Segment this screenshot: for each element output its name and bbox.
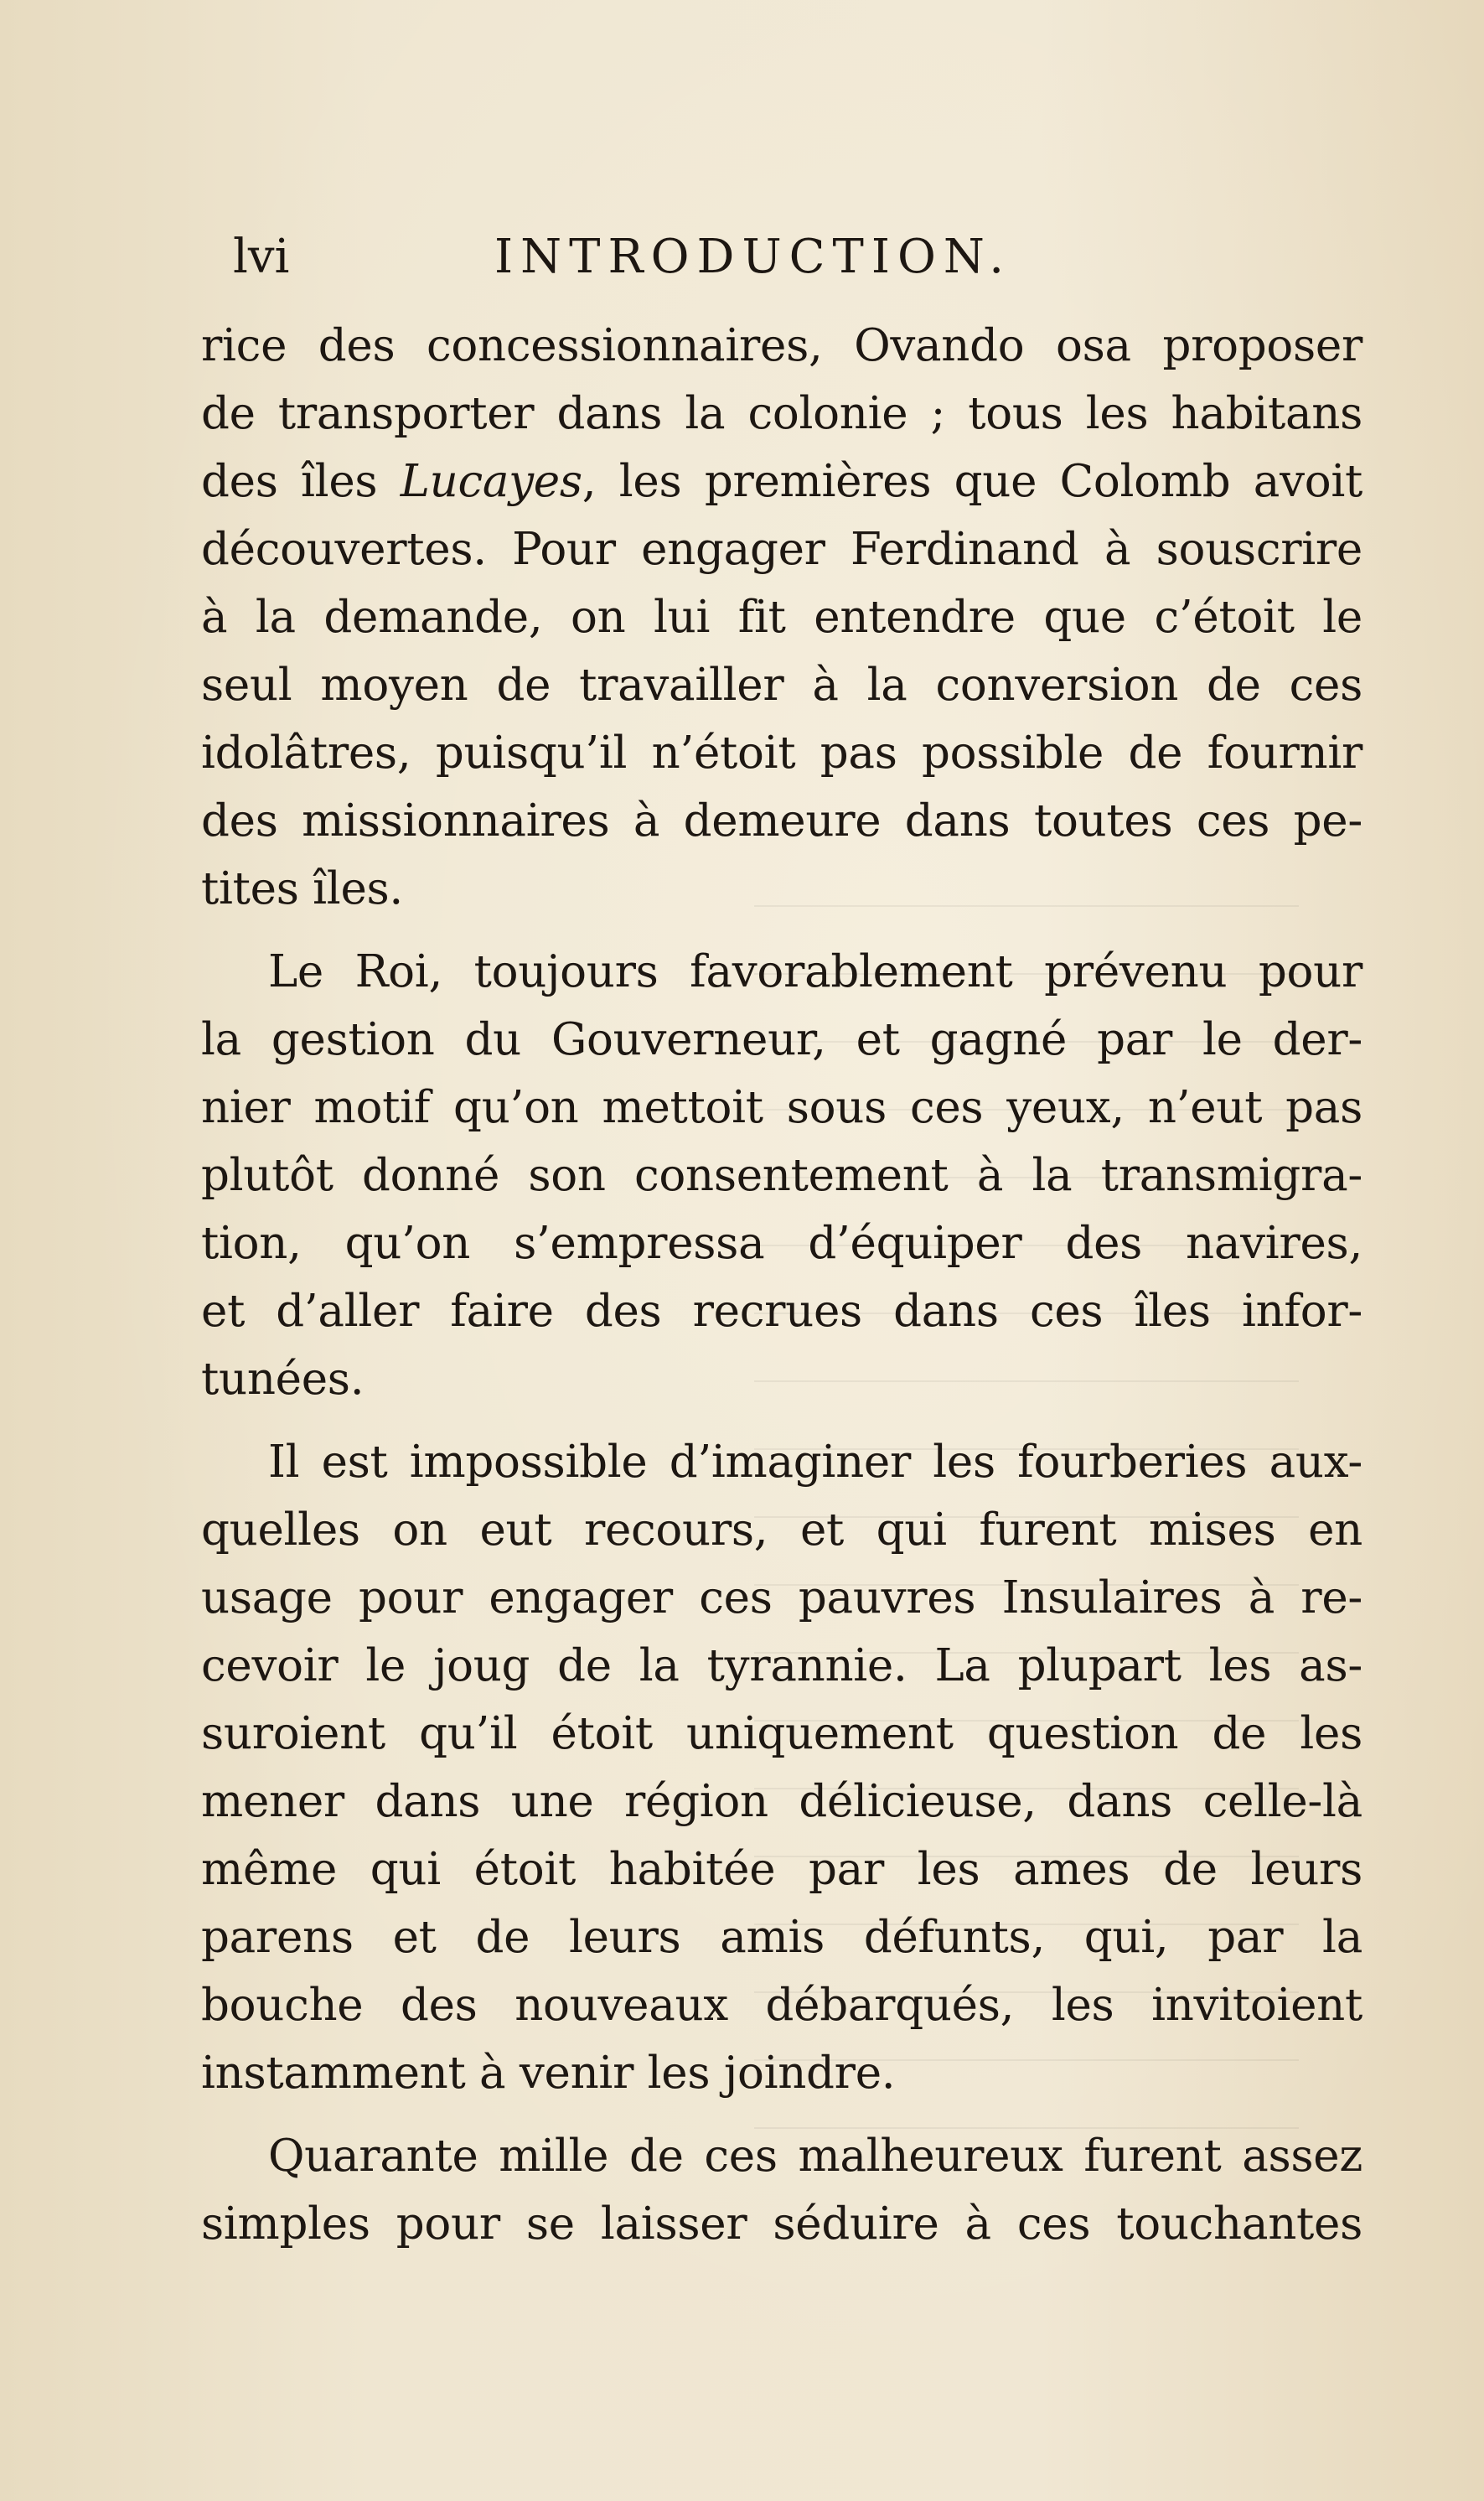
text-line: parens et de leurs amis défunts, qui, par la (201, 1912, 1362, 1963)
paragraph-start: Quarante mille de ces malheureux furent assez (268, 2131, 1362, 2182)
text-line: plutôt donné son consentement à la transmigra- (201, 1150, 1362, 1201)
text-line: à la demande, on lui fit entendre que c’étoit le (201, 592, 1362, 643)
text-line: la gestion du Gouverneur, et gagné par le der- (201, 1014, 1362, 1065)
paragraph-start: Il est impossible d’imaginer les fourberies aux- (268, 1437, 1362, 1488)
text-line: et d’aller faire des recrues dans ces îles infor- (201, 1286, 1362, 1337)
text-line: seul moyen de travailler à la conversion de ces (201, 660, 1362, 711)
running-title: INTRODUCTION. (494, 230, 1012, 284)
text-line: tunées. (201, 1354, 365, 1405)
text-line: nier motif qu’on mettoit sous ces yeux, n’eut pas (201, 1082, 1362, 1133)
text-line: cevoir le joug de la tyrannie. La plupart les as- (201, 1640, 1362, 1691)
place-name-lucayes: Lucayes (400, 456, 582, 507)
text-line: bouche des nouveaux débarqués, les invitoient (201, 1980, 1362, 2031)
paragraph-start: Le Roi, toujours favorablement prévenu pour (268, 946, 1362, 997)
text-line-lucayes (201, 448, 1362, 515)
body-text (201, 312, 1362, 2258)
text-line: de transporter dans la colonie ; tous les habitans (201, 388, 1362, 439)
text-line: quelles on eut recours, et qui furent mises en (201, 1504, 1362, 1556)
text-line: simples pour se laisser séduire à ces touchantes (201, 2198, 1362, 2250)
text-line: usage pour engager ces pauvres Insulaires à re- (201, 1572, 1362, 1623)
text-line: tion, qu’on s’empressa d’équiper des navires, (201, 1218, 1362, 1269)
text-line: rice des concessionnaires, Ovando osa proposer (201, 320, 1362, 371)
text-line: idolâtres, puisqu’il n’étoit pas possible de fournir (201, 728, 1362, 779)
page-number: lvi (233, 230, 290, 284)
text-line: même qui étoit habitée par les ames de leurs (201, 1844, 1362, 1895)
text-line: mener dans une région délicieuse, dans celle-là (201, 1776, 1362, 1827)
page-header (233, 228, 1104, 287)
text-line: suroient qu’il étoit uniquement question de les (201, 1708, 1362, 1759)
text-line: tites îles. (201, 863, 403, 914)
text-fragment: des îles (201, 456, 401, 507)
text-line: découvertes. Pour engager Ferdinand à souscrire (201, 524, 1362, 575)
text-line: instamment à venir les joindre. (201, 2048, 896, 2099)
text-line: des missionnaires à demeure dans toutes ces pe- (201, 795, 1362, 847)
text-fragment: , les premières que Colomb avoit (582, 456, 1362, 507)
